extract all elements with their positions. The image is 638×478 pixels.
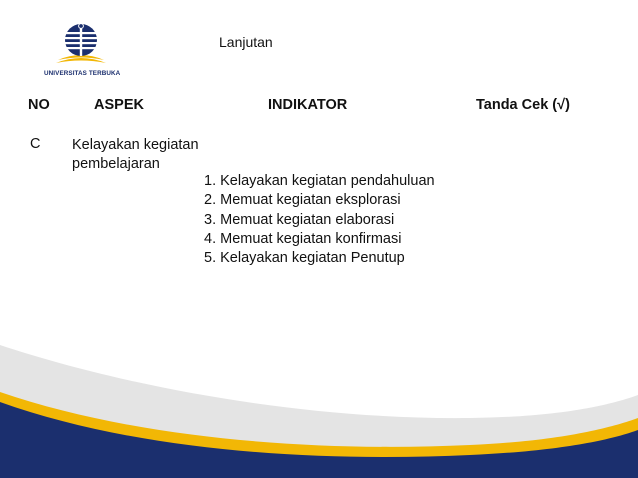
indikator-item: 3. Memuat kegiatan elaborasi [204, 211, 395, 228]
indikator-item: 4. Memuat kegiatan konfirmasi [204, 230, 402, 247]
indikator-list [204, 172, 435, 268]
header-indikator: INDIKATOR [268, 97, 348, 113]
row-number: C [30, 136, 41, 152]
slide-title: Lanjutan [219, 34, 273, 50]
logo-text: UNIVERSITAS TERBUKA [44, 70, 121, 77]
aspek-line-2: pembelajaran [72, 155, 160, 172]
indikator-item: 5. Kelayakan kegiatan Penutup [204, 250, 405, 267]
row-aspek [72, 136, 222, 173]
logo-emblem-icon [44, 20, 118, 70]
universitas-terbuka-logo [44, 20, 121, 82]
indikator-item: 1. Kelayakan kegiatan pendahuluan [204, 173, 435, 189]
aspek-line-1: Kelayakan kegiatan [72, 137, 199, 153]
header-tanda-cek: Tanda Cek (√) [476, 97, 570, 113]
indikator-item: 2. Memuat kegiatan eksplorasi [204, 192, 401, 209]
header-no: NO [28, 97, 50, 113]
header-aspek: ASPEK [94, 97, 144, 113]
